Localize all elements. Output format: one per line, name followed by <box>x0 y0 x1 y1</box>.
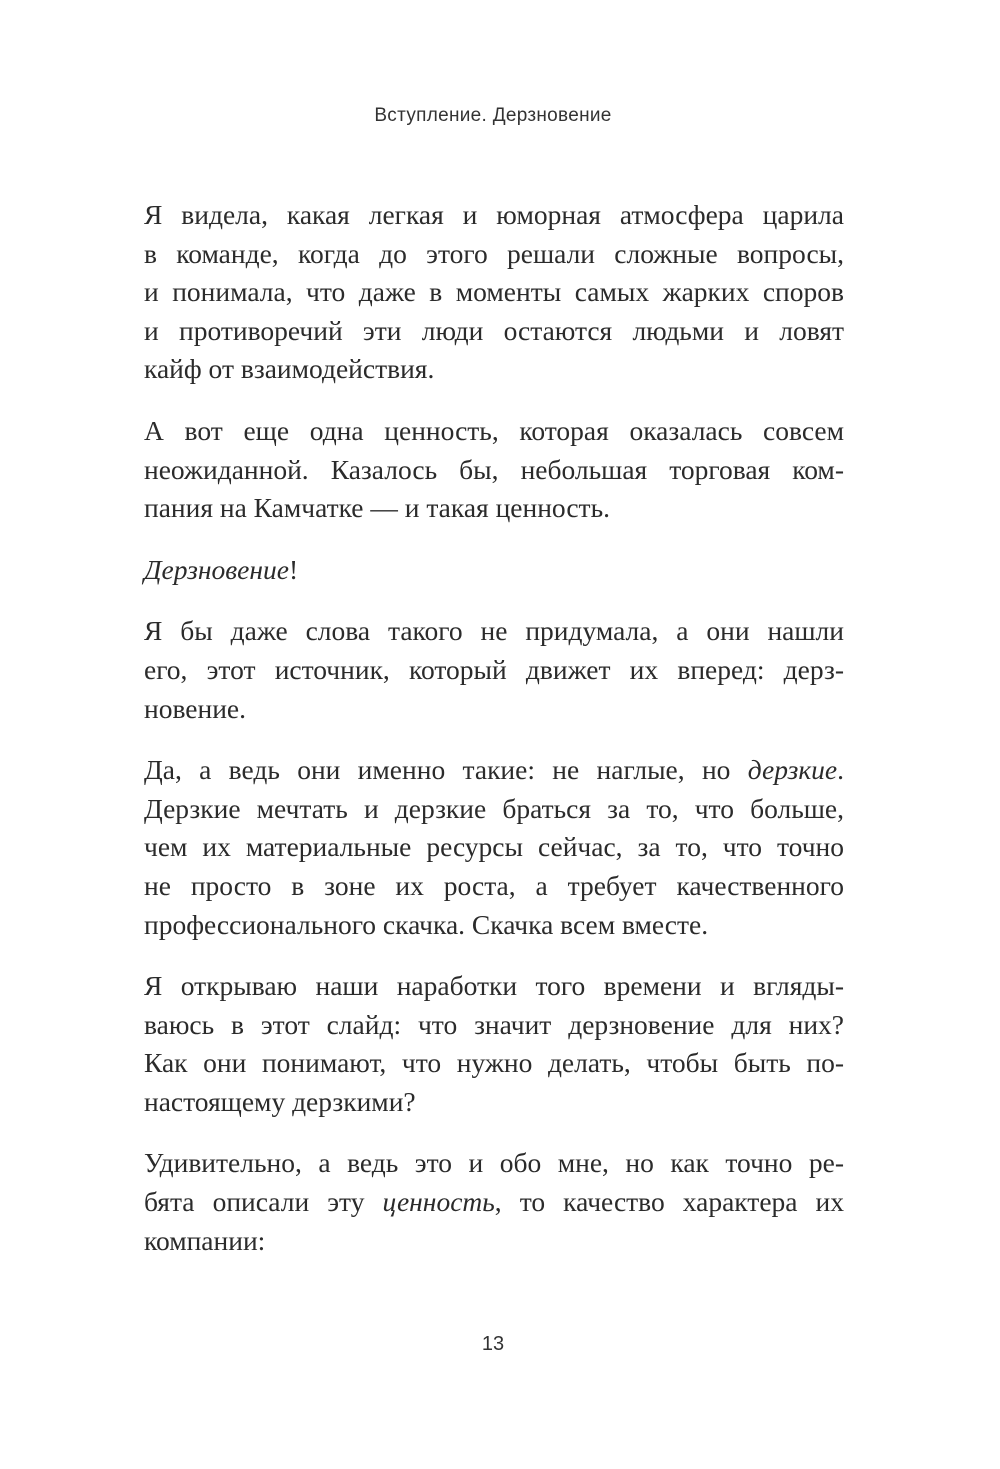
text-line: Дерзкие мечтать и дерзкие браться за то, что больше, <box>144 792 844 824</box>
text-fragment: бята описали эту <box>144 1186 365 1218</box>
text-fragment: Да, а ведь они именно такие: не наглые, но <box>144 754 731 786</box>
paragraph <box>144 412 844 528</box>
paragraph <box>144 612 844 728</box>
text-line: Я бы даже слова такого не придумала, а они нашли <box>144 615 844 647</box>
text-line: Я видела, какая легкая и юморная атмосфера царила <box>144 199 844 230</box>
text-line: неожиданной. Казалось бы, небольшая торговая ком- <box>144 453 844 485</box>
italic-emphasis: ценность <box>382 1186 495 1218</box>
text-line: А вот еще одна ценность, которая оказалась совсем <box>144 414 844 446</box>
paragraph <box>144 751 844 944</box>
paragraph <box>144 196 844 389</box>
exclamation: ! <box>288 553 299 585</box>
text-line: Как они понимают, что нужно делать, чтобы быть по- <box>144 1047 844 1079</box>
text-line: и противоречий эти люди остаются людьми и ловят <box>144 314 844 346</box>
text-line: кайф от взаимодействия. <box>144 353 435 385</box>
text-line: профессионального скачка. Скачка всем вместе. <box>144 908 709 940</box>
text-line: пания на Камчатке — и такая ценность. <box>144 492 610 524</box>
paragraph <box>144 967 844 1121</box>
text-line: новение. <box>144 692 247 724</box>
running-header: Вступление. Дерзновение <box>374 105 612 126</box>
text-line <box>144 551 844 590</box>
text-line: Удивительно, а ведь это и обо мне, но как точно ре- <box>144 1147 844 1179</box>
paragraph <box>144 551 844 590</box>
text-fragment: . <box>837 754 845 786</box>
text-line: чем их материальные ресурсы сейчас, за то, что точно <box>144 831 844 863</box>
text-line: его, этот источник, который движет их вперед: дерз- <box>144 653 844 685</box>
text-line <box>144 751 844 790</box>
text-line <box>144 1183 844 1222</box>
text-line: не просто в зоне их роста, а требует качественного <box>144 869 844 901</box>
paragraph <box>144 1144 844 1260</box>
text-line: настоящему дерзкими? <box>144 1085 416 1117</box>
italic-emphasis: дерзкие <box>747 754 838 786</box>
text-line: в команде, когда до этого решали сложные вопросы, <box>144 237 844 269</box>
body-text <box>144 196 844 1283</box>
text-line: Я открываю наши наработки того времени и вгляды- <box>144 970 844 1002</box>
text-line: и понимала, что даже в моменты самых жарких споров <box>144 276 844 308</box>
text-line: ваюсь в этот слайд: что значит дерзновение для них? <box>144 1008 844 1040</box>
text-fragment: , то качество характера их <box>494 1186 845 1218</box>
text-line: компании: <box>144 1224 266 1256</box>
page-number: 13 <box>481 1333 505 1355</box>
italic-emphasis: Дерзновение <box>144 553 289 585</box>
